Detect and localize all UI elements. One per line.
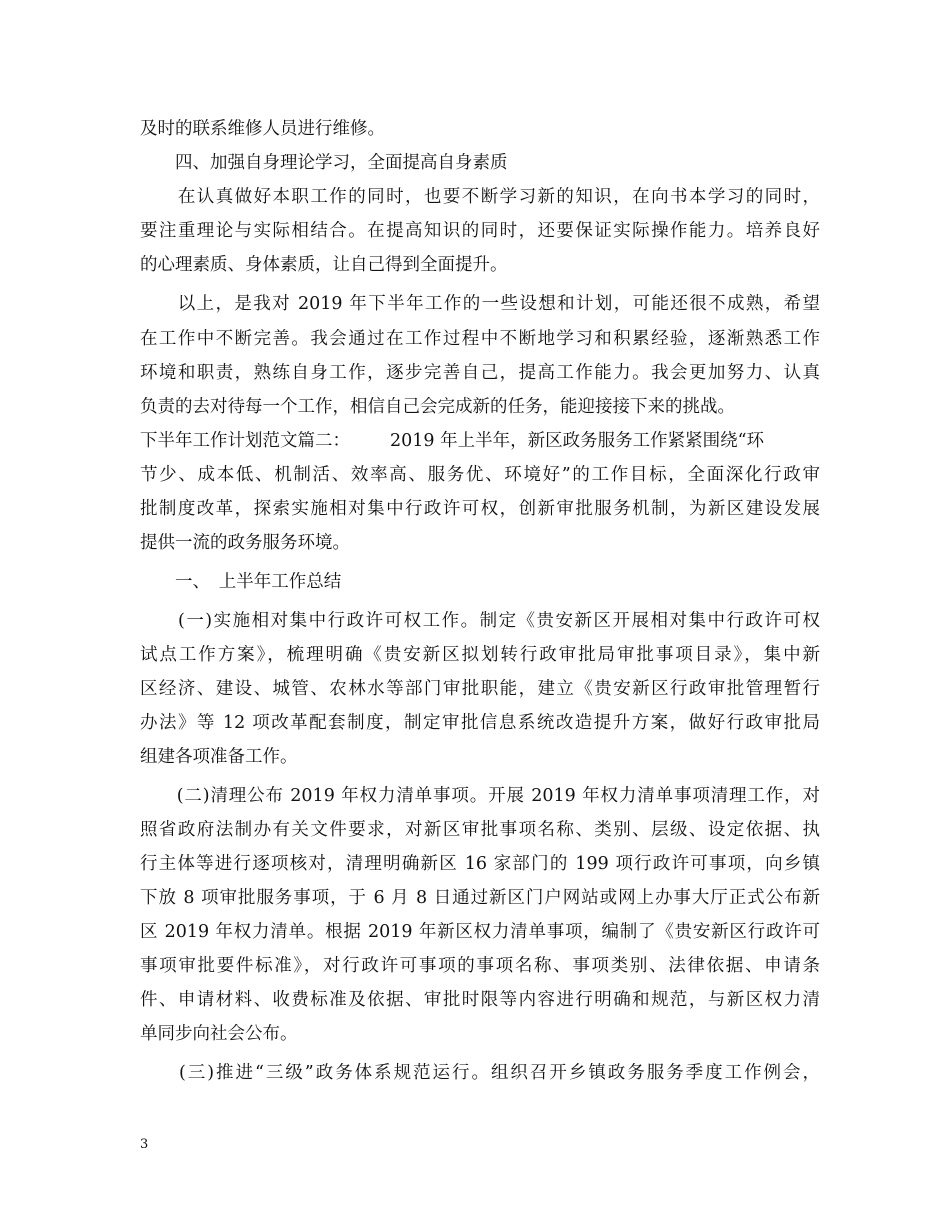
text-line: (一)实施相对集中行政许可权工作。制定《贵安新区开展相对集中行政许可权 [140,611,820,631]
text-line: 试点工作方案》，梳理明确《贵安新区拟划转行政审批局审批事项目录》，集中新 [140,645,820,665]
text-line: 在工作中不断完善。我会通过在工作过程中不断地学习和积累经验，逐渐熟悉工作 [140,329,820,349]
text-line: 的心理素质、身体素质，让自己得到全面提升。 [140,255,508,275]
page-number: 3 [140,1137,149,1152]
text-line: (二)清理公布 2019 年权力清单事项。开展 2019 年权力清单事项清理工作，对 [140,786,820,806]
text-line: 提供一流的政务服务环境。 [140,533,350,553]
text-line: 批制度改革，探索实施相对集中行政许可权，创新审批服务机制，为新区建设发展 [140,499,820,519]
text-line [140,424,820,458]
text-line: 要注重理论与实际相结合。在提高知识的同时，还要保证实际操作能力。培养良好 [140,221,820,241]
text-line: 单同步向社会公布。 [140,1024,298,1044]
text-line: 件、申请材料、收费标准及依据、审批时限等内容进行明确和规范，与新区权力清 [140,990,820,1010]
text-line: 组建各项准备工作。 [140,747,298,767]
section-heading: 一、 上半年工作总结 [140,572,342,592]
text-line: (三)推进“三级”政务体系规范运行。组织召开乡镇政务服务季度工作例会， [140,1063,820,1083]
text-line: 区经济、建设、城管、农林水等部门审批职能，建立《贵安新区行政审批管理暂行 [140,679,820,699]
text-line: 下放 8 项审批服务事项，于 6 月 8 日通过新区门户网站或网上办事大厅正式公布新 [140,888,820,908]
text-line: 区 2019 年权力清单。根据 2019 年新区权力清单事项，编制了《贵安新区行政许可 [140,922,820,942]
text-line: 负责的去对待每一个工作，相信自己会完成新的任务，能迎接接下来的挑战。 [140,397,735,417]
section-heading: 四、加强自身理论学习，全面提高自身素质 [140,153,508,173]
text-line: 在认真做好本职工作的同时，也要不断学习新的知识，在向书本学习的同时， [140,187,820,207]
text-line: 事项审批要件标准》，对行政许可事项的事项名称、事项类别、法律依据、申请条 [140,956,820,976]
subtitle-label: 下半年工作计划范文篇二： [140,431,350,451]
text-line: 及时的联系维修人员进行维修。 [140,119,385,139]
text-line: 照省政府法制办有关文件要求，对新区审批事项名称、类别、层级、设定依据、执 [140,820,820,840]
text-line: 环境和职责，熟练自身工作，逐步完善自己，提高工作能力。我会更加努力、认真 [140,363,820,383]
text-segment: 2019 年上半年，新区政务服务工作紧紧围绕“环 [390,431,765,451]
text-line: 办法》等 12 项改革配套制度，制定审批信息系统改造提升方案，做好行政审批局 [140,713,820,733]
text-line: 节少、成本低、机制活、效率高、服务优、环境好”的工作目标，全面深化行政审 [140,465,820,485]
text-line: 以上，是我对 2019 年下半年工作的一些设想和计划，可能还很不成熟，希望 [140,294,820,314]
text-line: 行主体等进行逐项核对，清理明确新区 16 家部门的 199 项行政许可事项，向乡镇 [140,854,820,874]
